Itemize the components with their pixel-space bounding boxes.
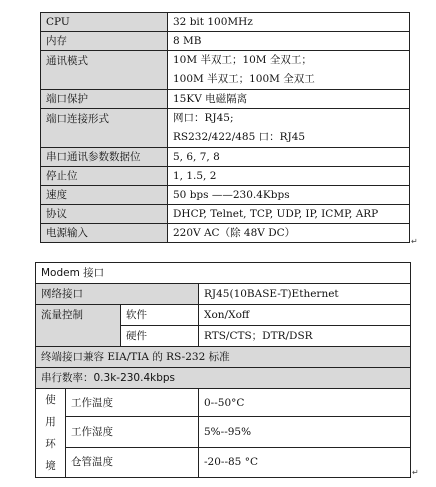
spec-label: 协议 [41, 205, 168, 224]
network-value: RJ45(10BASE-T)Ethernet [199, 284, 411, 305]
spec-label: 端口连接形式 [41, 109, 168, 148]
env-label-char: 使 [45, 394, 56, 406]
spec-value: 1, 1.5, 2 [168, 167, 410, 186]
env-row-value: 5%--95% [199, 417, 411, 447]
spec-label: 内存 [41, 32, 168, 51]
table-row [36, 347, 411, 368]
table-row [41, 186, 410, 205]
flow-hardware-label: 硬件 [121, 326, 199, 347]
flow-hardware-value: RTS/CTS；DTR/DSR [199, 326, 411, 347]
spec-value-line2: 100M 半双工；100M 全双工 [173, 73, 315, 85]
table-row [41, 51, 410, 90]
spec-label: 速度 [41, 186, 168, 205]
modem-table [35, 262, 411, 478]
terminal-compat: 终端接口兼容 EIA/TIA 的 RS-232 标准 [36, 347, 411, 368]
table-row [36, 417, 411, 447]
table-row [41, 224, 410, 243]
table-row [41, 148, 410, 167]
flow-software-value: Xon/Xoff [199, 305, 411, 326]
env-label-char: 境 [45, 460, 56, 472]
spec-value: 10M 半双工；10M 全双工； [173, 54, 312, 66]
network-label: 网络接口 [36, 284, 199, 305]
env-row-value: 0--50°C [199, 389, 411, 417]
spec-label: 电源输入 [41, 224, 168, 243]
env-row-value: -20--85 °C [199, 447, 411, 477]
env-label-char: 环 [45, 438, 56, 450]
table-row [36, 389, 411, 417]
spec-label: CPU [41, 13, 168, 32]
table-row [41, 32, 410, 51]
env-row-label: 工作温度 [66, 389, 199, 417]
spec-value: 220V AC（除 48V DC） [168, 224, 410, 243]
spec-value: DHCP, Telnet, TCP, UDP, IP, ICMP, ARP [168, 205, 410, 224]
spec-value: 15KV 电磁隔离 [168, 90, 410, 109]
baud-rate: 串行数率：0.3k-230.4kbps [36, 368, 411, 389]
spec-value: 32 bit 100MHz [168, 13, 410, 32]
spec-table [40, 12, 410, 243]
env-row-label: 仓管温度 [66, 447, 199, 477]
spec-value: 8 MB [168, 32, 410, 51]
table-row [36, 447, 411, 477]
spec-label: 端口保护 [41, 90, 168, 109]
env-label [36, 389, 66, 478]
flow-software-label: 软件 [121, 305, 199, 326]
flow-label: 流量控制 [36, 305, 121, 347]
table-row [36, 368, 411, 389]
spec-label: 通讯模式 [41, 51, 168, 90]
spec-label: 串口通讯参数数据位 [41, 148, 168, 167]
spec-value: 50 bps ——230.4Kbps [168, 186, 410, 205]
env-row-label: 工作湿度 [66, 417, 199, 447]
table-row [41, 205, 410, 224]
modem-title: Modem 接口 [36, 263, 411, 284]
table-row [41, 167, 410, 186]
paragraph-mark: ↵ [411, 237, 418, 246]
table-row [36, 284, 411, 305]
spec-value-line2: RS232/422/485 口：RJ45 [173, 131, 306, 143]
spec-value: 5, 6, 7, 8 [168, 148, 410, 167]
table-row [41, 13, 410, 32]
table-row [36, 263, 411, 284]
paragraph-mark: ↵ [412, 468, 419, 477]
table-row [41, 90, 410, 109]
table-row [41, 109, 410, 148]
spec-label: 停止位 [41, 167, 168, 186]
env-label-char: 用 [45, 416, 56, 428]
table-row [36, 305, 411, 326]
spec-value: 网口：RJ45; [173, 112, 234, 124]
